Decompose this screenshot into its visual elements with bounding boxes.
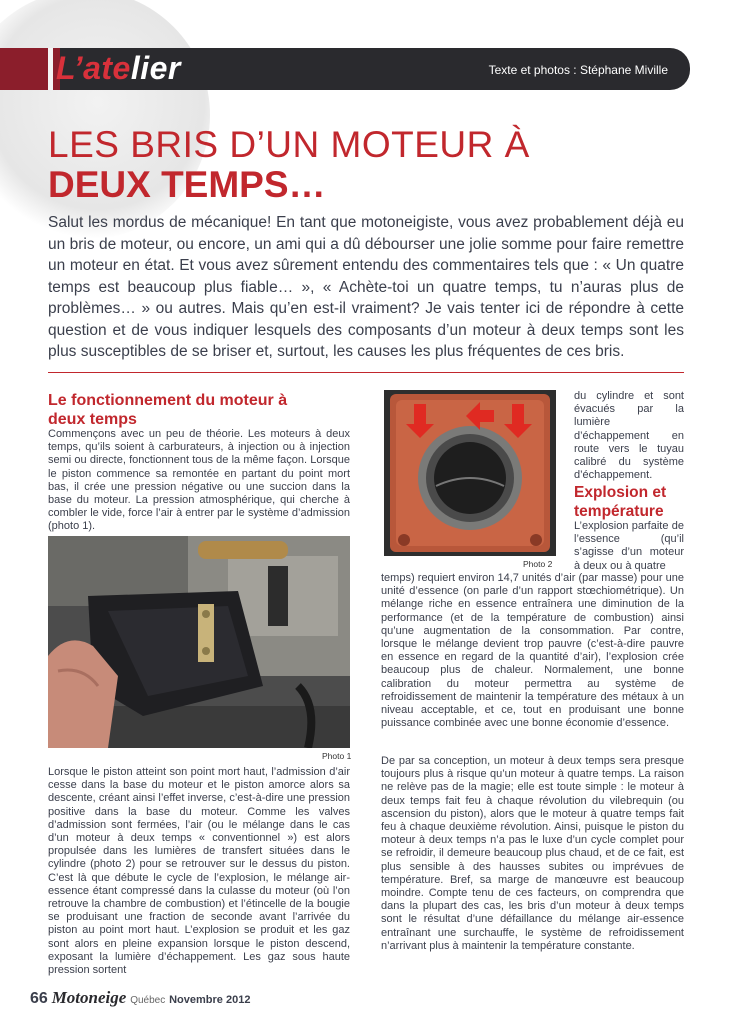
page-number: 66 — [30, 990, 48, 1007]
paragraph-explosion-1: temps) requiert environ 14,7 unités d’air (par masse) pour une unité d’essence (on parle d’un rapport stœchiométrique). Un mélange riche en essence entraînera une diminution de la performance (et de la température de combustion) ainsi qu’une augmentation de la consommation. Par contre, lorsque le mélange devient trop pauvre (c’est-à-dire pauvre en essence en regard de la quantité d’air), l’explosion crée beaucoup plus de chaleur. Normalement, une bonne calibration du moteur permettra au système de refroidissement de maintenir la température des métaux à un niveau acceptable, et ce, tout en produisant une bonne puissance combinée avec une bonne économie d’essence. — [381, 572, 684, 730]
photo-intake — [48, 536, 350, 748]
paragraph-fonctionnement-1: Commençons avec un peu de théorie. Les moteurs à deux temps, qu’ils soient à carburateurs, à injection ou à injection semi ou directe, fonctionnent tous de la même façon. Lorsque le piston commence sa remontée en partant du point mort bas, il crée une pression négative ou une succion dans la base du moteur. La pression atmosphérique, qui cherche à combler le vide, force l’air à entrer par le système d’admission (photo 1). — [48, 428, 350, 533]
intro-paragraph: Salut les mordus de mécanique! En tant que motoneigiste, vous avez probablement déjà eu un bris de moteur, ou encore, un ami qui a dû débourser une jolie somme pour faire remettre un moteur en état. Et vous avez sûrement entendu des commentaires tels que : « Un quatre temps est beaucoup plus fiable… », « Achète-toi un quatre temps, tu n’auras plus de problèmes… » ou autres. Mais qu’en est-il vraiment? Je vais tenter ici de répondre à cette question et de vous indiquer lesquels des composants d’un moteur à deux temps sont les plus susceptibles de se briser et, surtout, les causes les plus fréquentes de ces bris. — [48, 214, 684, 360]
divider — [48, 372, 684, 373]
magazine-logo: Motoneige — [51, 988, 127, 1007]
article-title-line2: DEUX TEMPS… — [48, 164, 326, 205]
photo-cylinder — [384, 390, 556, 556]
section-heading-explosion: Explosion et température — [574, 484, 667, 520]
photo-cylinder-illustration — [384, 390, 556, 556]
caption-photo2: Photo 2 — [523, 559, 553, 569]
caption-photo1: Photo 1 — [322, 751, 352, 761]
paragraph-explosion-2: De par sa conception, un moteur à deux temps sera presque toujours plus à risque qu’un moteur à quatre temps. La raison ne relève pas de la magie; elle est toute simple : le moteur à deux temps fait feu à chaque révolution du vilebrequin (ou ascension du piston), alors que le moteur à quatre temps fait feu à chaque deuxième révolution. Ainsi, puisque le piston du moteur à deux temps n’a pas le luxe d’un cycle complet pour se refroidir, il demeure beaucoup plus chaud, et de ce fait, est plus sensible à des hausses subites ou imprévues de température. Bref, sa marge de manœuvre est beaucoup moindre. Compte tenu de ces facteurs, on comprendra que dans la plupart des cas, les bris d’un moteur à deux temps sont le résultat d’une défaillance du mélange air-essence entraînant une surchauffe, le système de refroidissement n’arrivant plus à maintenir la température constante. — [381, 755, 684, 952]
issue-date: Novembre 2012 — [169, 994, 251, 1006]
paragraph-explosion-intro: L’explosion parfaite de l’essence (qu’il s’agisse d’un moteur à deux ou à quatre — [574, 520, 684, 572]
section-title-prefix: L’ate — [56, 50, 131, 86]
section-title — [56, 50, 181, 87]
photo-intake-illustration — [48, 536, 350, 748]
footer — [30, 988, 250, 1008]
paragraph-fonctionnement-2: Lorsque le piston atteint son point mort haut, l’admission d’air cesse dans la base du moteur et le piston amorce alors sa descente, créant ainsi l’effet inverse, c’est-à-dire une pression positive dans la base du moteur. Comme les valves d’admission sont fermées, l’air (ou le mélange dans le cas d’un moteur à deux temps « conventionnel ») est alors propulsée dans les lumières de transfert situées dans le cylindre (photo 2) pour se retrouver sur le dessus du piston. C’est là que débute le cycle de l’explosion, le mélange air-essence étant compressé dans la culasse du moteur (où l’on retrouve la chambre de combustion) et l’étincelle de la bougie se produisant une fraction de seconde avant l’arrivée du piston au point mort haut. L’explosion se produit et les gaz sont alors en pleine expansion lorsque le piston descend, exposant la lumière d’échappement. Les gaz sous haute pression sortent — [48, 766, 350, 977]
section-heading-fonctionnement: Le fonctionnement du moteur à deux temps — [48, 392, 288, 428]
band-separator — [48, 48, 53, 90]
section-title-suffix: lier — [130, 50, 181, 86]
magazine-region: Québec — [130, 995, 166, 1006]
paragraph-echappement: du cylindre et sont évacués par la lumière d’échappement en route vers le tuyau calibré du système d’échappement. — [574, 390, 684, 482]
credits: Texte et photos : Stéphane Miville — [488, 63, 668, 77]
article-title-line1: LES BRIS D’UN MOTEUR À — [48, 124, 530, 165]
